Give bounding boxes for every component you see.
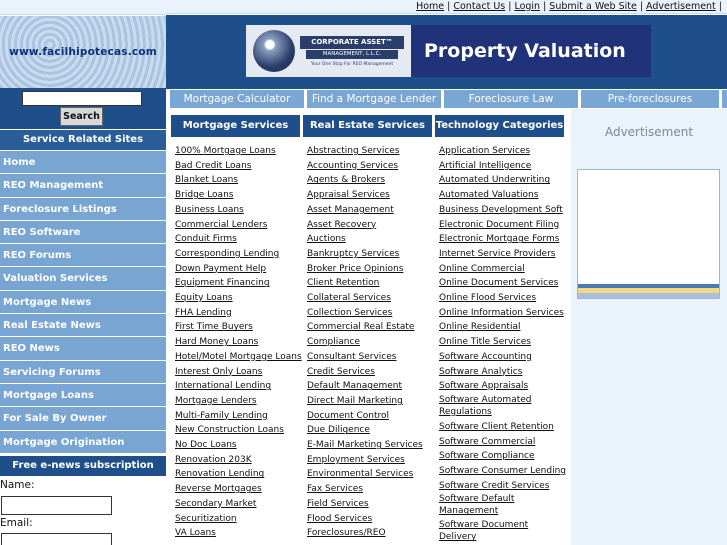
directory-link[interactable]: Fax Services — [307, 484, 364, 495]
directory-link[interactable]: Collateral Services — [307, 293, 391, 304]
sidebar-item-valuation-services[interactable]: Valuation Services — [0, 267, 166, 290]
directory-link[interactable]: 100% Mortgage Loans — [175, 146, 276, 156]
directory-link[interactable]: Direct Mail Marketing — [307, 395, 403, 406]
directory-link[interactable]: Secondary Market — [175, 498, 257, 509]
mortgage-services-heading: Mortgage Services — [171, 115, 300, 137]
real-estate-services-list — [307, 144, 432, 541]
directory-link[interactable]: Software Client Retention — [439, 421, 554, 432]
directory-link[interactable]: Collection Services — [307, 307, 393, 318]
directory-link[interactable]: Online Residential — [439, 322, 521, 333]
directory-link[interactable]: Software Analytics — [439, 366, 523, 377]
directory-link[interactable]: Field Services — [307, 498, 369, 509]
directory-link[interactable]: Appraisal Services — [307, 190, 390, 201]
search-input[interactable] — [22, 91, 142, 106]
sidebar-nav — [0, 151, 166, 454]
sidebar-item-real-estate-news[interactable]: Real Estate News — [0, 314, 166, 337]
sidebar-item-reo-forums[interactable]: REO Forums — [0, 244, 166, 267]
directory-link[interactable]: Credit Services — [307, 366, 375, 377]
directory-link[interactable]: Internet Service Providers — [439, 248, 556, 259]
directory-link[interactable]: Environmental Services — [307, 469, 414, 480]
tab-bar — [166, 89, 727, 109]
directory-link[interactable]: Software Document Delivery — [439, 520, 529, 543]
directory-link[interactable]: No Doc Loans — [175, 440, 237, 451]
sidebar-item-reo-news[interactable]: REO News — [0, 337, 166, 360]
service-sites-heading: Service Related Sites — [0, 130, 166, 150]
email-label: Email: — [0, 517, 33, 529]
directory-link[interactable]: Online Commercial — [439, 263, 525, 274]
advertisement-label: Advertisement — [604, 125, 694, 139]
directory-link[interactable]: Software Default Management — [439, 494, 515, 517]
ad-stripe — [578, 284, 719, 298]
directory-link[interactable]: Software Automated Regulations — [439, 394, 532, 417]
directory-link[interactable]: Asset Recovery — [307, 219, 377, 230]
directory-link[interactable]: Renovation 203K — [175, 454, 252, 465]
directory-link[interactable]: Electronic Document Filing — [439, 219, 560, 230]
sidebar-item-for-sale-by-owner[interactable]: For Sale By Owner — [0, 407, 166, 430]
globe-icon — [253, 30, 295, 72]
directory-link[interactable]: Due Diligence — [307, 425, 370, 436]
directory-link[interactable]: Online Title Services — [439, 337, 531, 348]
directory-link[interactable]: Software Commercial — [439, 436, 536, 447]
sidebar-item-foreclosure-listings[interactable]: Foreclosure Listings — [0, 198, 166, 221]
advertisement-box[interactable] — [577, 169, 720, 299]
directory-link[interactable]: Corresponding Lending — [175, 248, 280, 259]
banner-company-sub: MANAGEMENT, L.L.C. — [306, 50, 398, 59]
directory-link[interactable]: Compliance — [307, 337, 360, 348]
directory-link[interactable]: Securitization — [175, 513, 237, 524]
top-links-bar: Home | Contact Us | Login | Submit a Web Site | Advertisement | — [166, 0, 727, 14]
directory-link[interactable]: Foreclosures/REO — [307, 528, 386, 539]
directory-link[interactable]: Bridge Loans — [175, 190, 234, 201]
directory-link[interactable]: Business Loans — [175, 204, 244, 215]
directory-link[interactable]: Software Credit Services — [439, 480, 550, 491]
enews-form — [0, 476, 166, 545]
directory-link[interactable]: Automated Valuations — [439, 190, 539, 201]
directory-link[interactable]: FHA Lending — [175, 307, 232, 318]
directory-link[interactable]: New Construction Loans — [175, 425, 284, 436]
property-valuation-banner[interactable] — [246, 25, 651, 77]
sidebar-item-home[interactable]: Home — [0, 151, 166, 174]
directory-link[interactable]: Agents & Brokers — [307, 175, 386, 186]
directory-link[interactable]: Bankruptcy Services — [307, 248, 400, 259]
banner-company-name: CORPORATE ASSET™ — [300, 36, 404, 49]
sidebar-item-reo-management[interactable]: REO Management — [0, 174, 166, 197]
directory-link[interactable]: Software Consumer Lending — [439, 466, 567, 477]
directory-link[interactable]: Conduit Firms — [175, 234, 237, 245]
banner-area — [166, 15, 727, 89]
directory-link[interactable]: Auctions — [307, 234, 346, 245]
top-link-submit-site[interactable]: Submit a Web Site — [549, 1, 637, 12]
sidebar-item-reo-software[interactable]: REO Software — [0, 221, 166, 244]
banner-company-logo — [246, 25, 411, 77]
directory-link[interactable]: Bad Credit Loans — [175, 160, 252, 171]
directory-link[interactable]: Reverse Mortgages — [175, 484, 262, 495]
sidebar-item-servicing-forums[interactable]: Servicing Forums — [0, 361, 166, 384]
top-link-login[interactable]: Login — [514, 1, 541, 12]
directory-link[interactable]: Software Compliance — [439, 451, 535, 462]
left-sidebar — [0, 0, 166, 545]
directory-link[interactable]: Document Control — [307, 410, 390, 421]
top-link-advertisement[interactable]: Advertisement — [646, 1, 716, 12]
sidebar-item-mortgage-origination[interactable]: Mortgage Origination — [0, 431, 166, 454]
advertisement-column — [571, 109, 727, 545]
directory-link[interactable]: Artificial Intelligence — [439, 160, 532, 171]
directory-link[interactable]: Automated Underwriting — [439, 175, 551, 186]
sidebar-item-mortgage-news[interactable]: Mortgage News — [0, 291, 166, 314]
directory-link[interactable]: Renovation Lending — [175, 469, 265, 480]
banner-title: Property Valuation — [424, 40, 626, 62]
directory-link[interactable]: Down Payment Help — [175, 263, 267, 274]
directory-link[interactable]: VA Loans — [175, 528, 216, 539]
directory-link[interactable]: Software Accounting — [439, 351, 532, 362]
directory-link[interactable]: International Lending — [175, 381, 272, 392]
directory-link[interactable]: E-Mail Marketing Services — [307, 440, 423, 451]
enews-heading: Free e-news subscription — [0, 456, 166, 476]
tab-pre-foreclosures[interactable]: Pre-foreclosures — [581, 90, 719, 108]
sidebar-item-mortgage-loans[interactable]: Mortgage Loans — [0, 384, 166, 407]
top-link-contact-us[interactable]: Contact Us — [453, 1, 506, 12]
directory-link[interactable]: Default Management — [307, 381, 403, 392]
directory-link[interactable]: Employment Services — [307, 454, 405, 465]
directory-link[interactable]: Abstracting Services — [307, 146, 400, 156]
search-button[interactable]: Search — [60, 107, 103, 126]
directory-link[interactable]: Client Retention — [307, 278, 380, 289]
directory-link[interactable]: First Time Buyers — [175, 322, 253, 333]
search-panel — [0, 88, 166, 129]
tab-overflow — [722, 90, 727, 108]
directory-link[interactable]: Business Development Soft — [439, 204, 563, 215]
directory-link[interactable]: Flood Services — [307, 513, 373, 524]
directory-link[interactable]: Electronic Mortgage Forms — [439, 234, 560, 245]
real-estate-services-heading: Real Estate Services — [303, 115, 432, 137]
directory-link[interactable]: Online Information Services — [439, 307, 564, 318]
directory-link[interactable]: Hard Money Loans — [175, 337, 259, 348]
tab-foreclosure-law[interactable]: Foreclosure Law — [444, 90, 578, 108]
directory-link[interactable]: Online Flood Services — [439, 293, 537, 304]
directory-link[interactable]: Asset Management — [307, 204, 394, 215]
top-link-home[interactable]: Home — [416, 1, 445, 12]
technology-categories-heading: Technology Categories — [435, 115, 564, 137]
directory-link[interactable]: Application Services — [439, 146, 531, 156]
left-top-strip — [0, 0, 166, 15]
directory-link[interactable]: Accounting Services — [307, 160, 399, 171]
name-label: Name: — [0, 479, 35, 491]
directory-link[interactable]: Commercial Real Estate — [307, 322, 415, 333]
directory-link[interactable]: Hotel/Motel Mortgage Loans — [175, 351, 302, 362]
directory-link[interactable]: Consultant Services — [307, 351, 397, 362]
mortgage-services-list — [175, 144, 300, 541]
directory-link[interactable]: Mortgage Lenders — [175, 395, 257, 406]
tab-find-mortgage-lender[interactable]: Find a Mortgage Lender — [307, 90, 441, 108]
directory-link[interactable]: Software Appraisals — [439, 381, 529, 392]
site-logo[interactable] — [0, 16, 166, 88]
technology-categories-list — [439, 144, 567, 545]
directory-link[interactable]: Commercial Lenders — [175, 219, 268, 230]
name-field[interactable] — [1, 496, 112, 515]
directory-link[interactable]: Multi-Family Lending — [175, 410, 268, 421]
tab-mortgage-calculator[interactable]: Mortgage Calculator — [170, 90, 304, 108]
directory-link[interactable]: Broker Price Opinions — [307, 263, 404, 274]
directory-link[interactable]: Equity Loans — [175, 293, 233, 304]
site-logo-text: www.facilhipotecas.com — [9, 46, 157, 58]
directory-link[interactable]: Interest Only Loans — [175, 366, 263, 377]
banner-tagline: Your One Stop For REO Management — [310, 62, 394, 67]
directory-link[interactable]: Equipment Financing — [175, 278, 270, 289]
email-field[interactable] — [1, 533, 112, 545]
directory-link[interactable]: Blanket Loans — [175, 175, 238, 186]
link-directory — [166, 109, 570, 545]
directory-link[interactable]: Online Document Services — [439, 278, 559, 289]
